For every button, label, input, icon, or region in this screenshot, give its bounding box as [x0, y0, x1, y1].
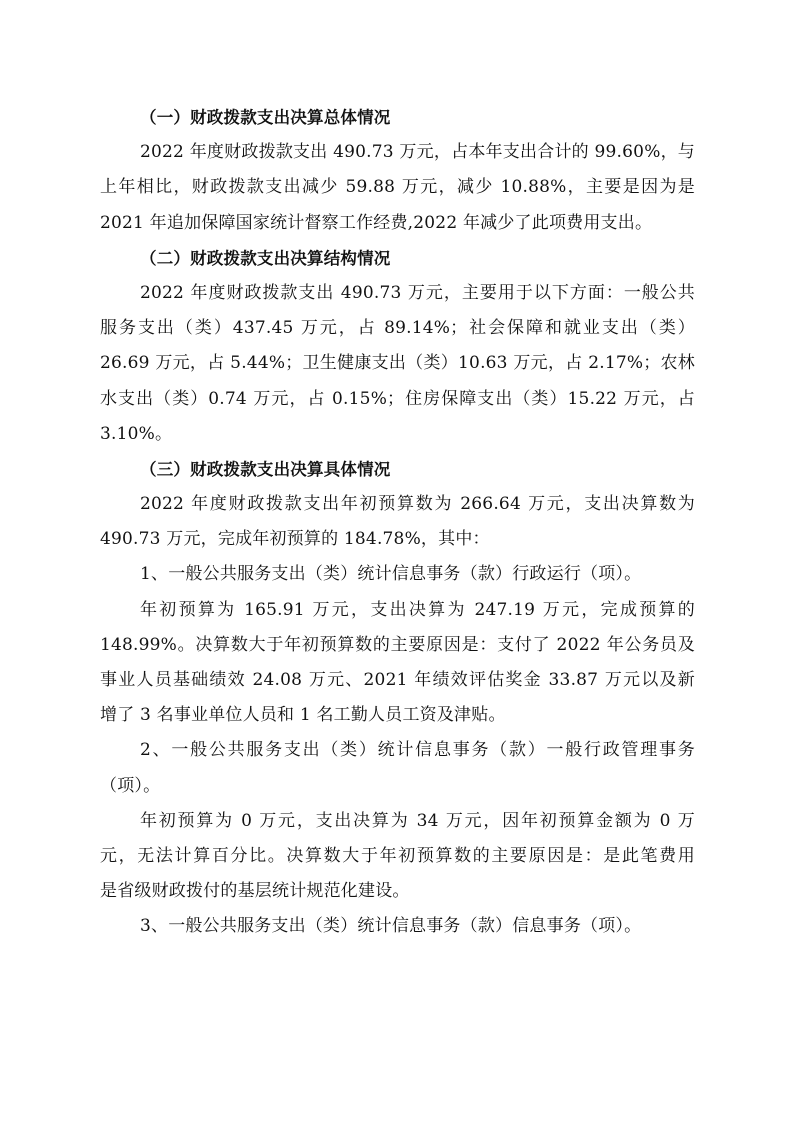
section-heading-2: （二）财政拨款支出决算结构情况	[140, 248, 391, 268]
paragraph-line: 事业人员基础绩效 24.08 万元、2021 年绩效评估奖金 33.87 万元以及新	[100, 670, 695, 690]
paragraph-line: 增了 3 名事业单位人员和 1 名工勤人员工资及津贴。	[100, 705, 506, 726]
paragraph-line: 是省级财政拨付的基层统计规范化建设。	[100, 881, 410, 902]
paragraph-line: 148.99%。决算数大于年初预算数的主要原因是：支付了 2022 年公务员及	[100, 634, 695, 655]
paragraph-line: 3.10%。	[100, 423, 173, 444]
paragraph-line: 2022 年度财政拨款支出年初预算数为 266.64 万元，支出决算数为	[140, 494, 695, 515]
paragraph-line: 服务支出（类）437.45 万元，占 89.14%；社会保障和就业支出（类）	[100, 318, 695, 339]
paragraph-line: 2022 年度财政拨款支出 490.73 万元，占本年支出合计的 99.60%，与	[140, 142, 695, 163]
paragraph-line: 2021 年追加保障国家统计督察工作经费,2022 年减少了此项费用支出。	[100, 212, 653, 233]
document-page	[100, 100, 695, 945]
section-heading-3: （三）财政拨款支出决算具体情况	[140, 459, 391, 479]
paragraph-line: 元，无法计算百分比。决算数大于年初预算数的主要原因是：是此笔费用	[100, 845, 695, 866]
section-heading-1: （一）财政拨款支出决算总体情况	[140, 108, 391, 127]
paragraph-line: 490.73 万元，完成年初预算的 184.78%，其中：	[100, 529, 490, 550]
list-item-heading: 3、一般公共服务支出（类）统计信息事务（款）信息事务（项）。	[140, 916, 642, 937]
paragraph-line: 水支出（类）0.74 万元，占 0.15%；住房保障支出（类）15.22 万元，占	[100, 388, 695, 409]
paragraph-line: 上年相比，财政拨款支出减少 59.88 万元，减少 10.88%，主要是因为是	[100, 177, 695, 198]
paragraph-line: 年初预算为 165.91 万元，支出决算为 247.19 万元，完成预算的	[140, 599, 695, 620]
paragraph-line: 年初预算为 0 万元，支出决算为 34 万元，因年初预算金额为 0 万	[140, 810, 695, 831]
paragraph-line: 26.69 万元，占 5.44%；卫生健康支出（类）10.63 万元，占 2.17%；农林	[100, 353, 695, 374]
paragraph-line: 2022 年度财政拨款支出 490.73 万元，主要用于以下方面：一般公共	[140, 282, 695, 303]
list-item-heading: （项）。	[100, 775, 161, 796]
list-item-heading: 1、一般公共服务支出（类）统计信息事务（款）行政运行（项）。	[140, 564, 642, 585]
list-item-heading: 2、一般公共服务支出（类）统计信息事务（款）一般行政管理事务	[140, 740, 695, 761]
